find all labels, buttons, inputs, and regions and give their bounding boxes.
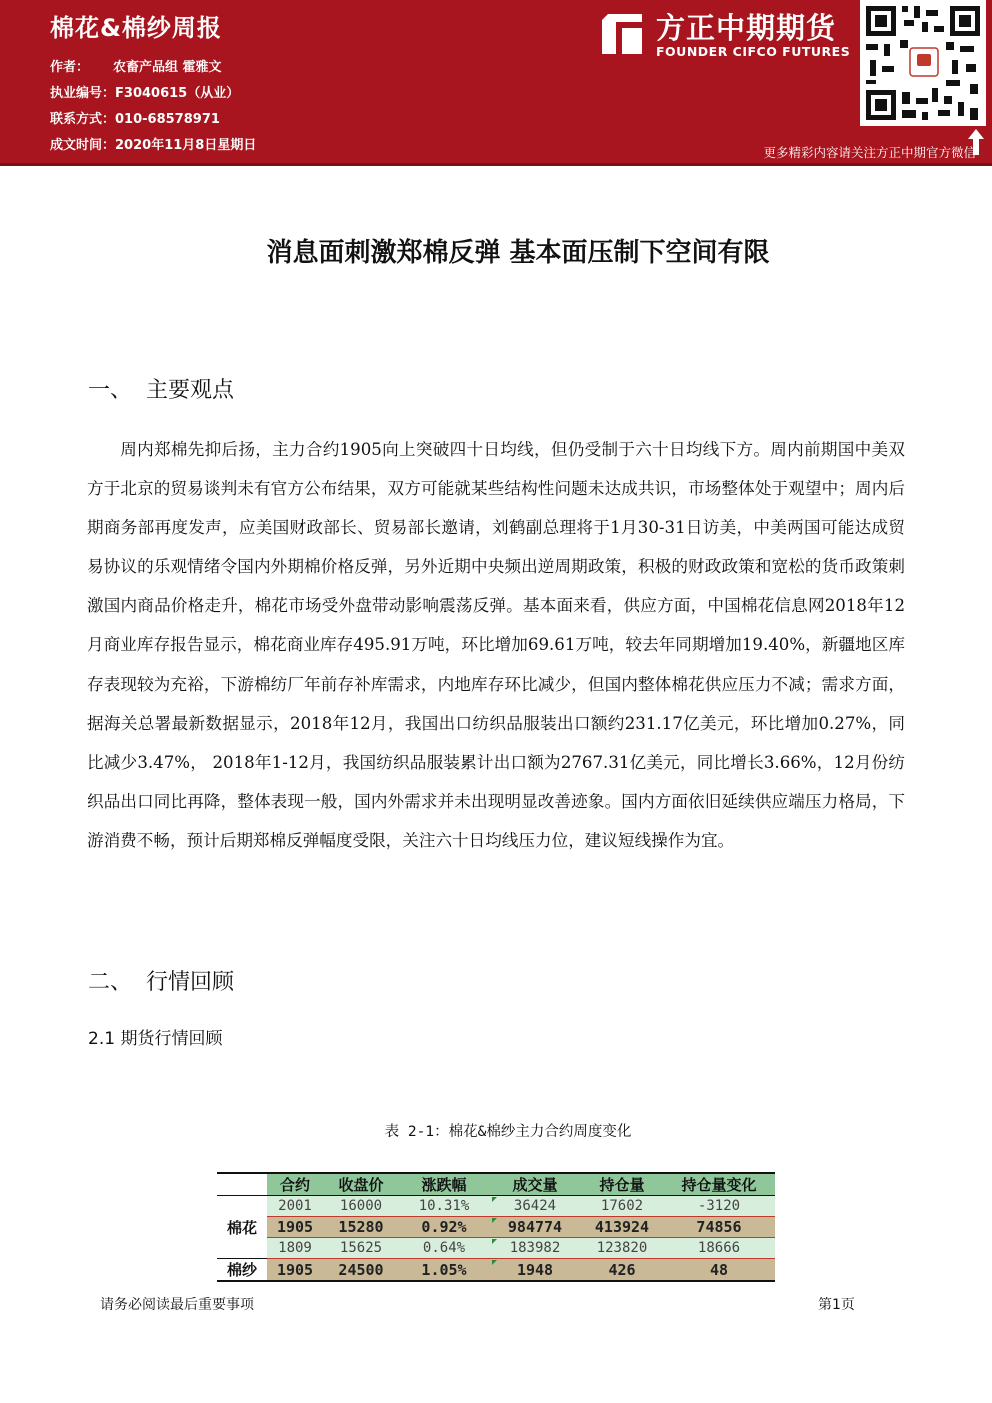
table-cell: 123820 <box>581 1238 663 1259</box>
report-header <box>0 0 992 163</box>
brand-name-en: FOUNDER CIFCO FUTURES <box>656 44 851 59</box>
brand-logo <box>600 6 850 62</box>
table-cell: 0.92% <box>399 1217 489 1238</box>
table-row <box>217 1238 775 1259</box>
qr-code-icon[interactable] <box>860 0 986 126</box>
table-header-corner <box>217 1173 267 1196</box>
table-cell-volume: 36424 <box>489 1196 581 1217</box>
table-cell: 1809 <box>267 1238 323 1259</box>
logo-mark-icon <box>600 8 646 58</box>
table-cell: 1905 <box>267 1217 323 1238</box>
table-header: 持仓量变化 <box>663 1173 775 1196</box>
section-number: 一、 <box>88 378 133 403</box>
page-number: 第1页 <box>818 1297 855 1313</box>
table-header: 合约 <box>267 1173 323 1196</box>
table-cell: 74856 <box>663 1217 775 1238</box>
table-cell: 15280 <box>323 1217 399 1238</box>
table-cell: 1.05% <box>399 1259 489 1282</box>
table-caption: 表 2-1：棉花&棉纱主力合约周度变化 <box>384 1124 632 1140</box>
table-cell: 15625 <box>323 1238 399 1259</box>
section-title: 主要观点 <box>146 378 235 403</box>
table-cell: 426 <box>581 1259 663 1282</box>
group-label: 棉花 <box>217 1196 267 1259</box>
license-line <box>50 82 239 101</box>
license-label: 执业编号： <box>50 86 116 101</box>
cell-marker-icon <box>492 1260 497 1265</box>
header-divider <box>0 163 992 166</box>
report-name: 棉花&棉纱周报 <box>50 14 222 42</box>
contact-value: 010-68578971 <box>115 112 220 127</box>
body-paragraph: 周内郑棉先抑后扬，主力合约1905向上突破四十日均线，但仍受制于六十日均线下方。周内前期国中美双方于北京的贸易谈判未有官方公布结果，双方可能就某些结构性问题未达成共识，市场整体处于观望中；周内后期商务部再度发声，应美国财政部长、贸易部长邀请，刘鹤副总理将于1月30-31日访美，中美两国可能达成贸易协议的乐观情绪令国内外期棉价格反弹，另外近期中央频出逆周期政策，积极的财政政策和宽松的货币政策刺激国内商品价格走升，棉花市场受外盘带动影响震荡反弹。基本面来看，供应方面，中国棉花信息网2018年12月商业库存报告显示，棉花商业库存495.91万吨，环比增加69.61万吨，较去年同期增加19.40%，新疆地区库存表现较为充裕，下游棉纺厂年前存补库需求，内地库存环比减少，但国内整体棉花供应压力不减；需求方面，据海关总署最新数据显示，2018年12月，我国出口纺织品服装出口额约231.17亿美元，环比增加0.27%，同比减少3.47%， 2018年1-12月，我国纺织品服装累计出口额为2767.31亿美元，同比增长3.66%，12月份纺织品出口同比再降，整体表现一般，国内外需求并未出现明显改善迹象。国内方面依旧延续供应端压力格局，下游消费不畅，预计后期郑棉反弹幅度受限，关注六十日均线压力位，建议短线操作为宜。 <box>87 440 905 850</box>
date-label: 成文时间： <box>50 138 116 153</box>
brand-name-cn: 方正中期期货 <box>656 11 837 45</box>
author-label: 作者： <box>50 60 90 75</box>
section-number: 二、 <box>88 970 133 995</box>
table-cell: 10.31% <box>399 1196 489 1217</box>
cell-marker-icon <box>492 1197 497 1202</box>
footer-notice: 请务必阅读最后重要事项 <box>100 1297 254 1313</box>
table-cell: 17602 <box>581 1196 663 1217</box>
cell-marker-icon <box>492 1218 497 1223</box>
table-header: 成交量 <box>489 1173 581 1196</box>
table-cell-volume: 1948 <box>489 1259 581 1282</box>
table-cell-volume: 984774 <box>489 1217 581 1238</box>
table-row <box>217 1196 775 1217</box>
cell-marker-icon <box>492 1239 497 1244</box>
table-cell-volume: 183982 <box>489 1238 581 1259</box>
table-header: 收盘价 <box>323 1173 399 1196</box>
table-header: 持仓量 <box>581 1173 663 1196</box>
table-cell: 0.64% <box>399 1238 489 1259</box>
table-header-row <box>217 1173 775 1196</box>
table-row <box>217 1259 775 1282</box>
table-cell: 48 <box>663 1259 775 1282</box>
section-heading-2 <box>88 965 234 996</box>
contract-table <box>217 1172 775 1282</box>
table-cell: 2001 <box>267 1196 323 1217</box>
date-line <box>50 134 256 153</box>
table-cell: -3120 <box>663 1196 775 1217</box>
follow-text: 更多精彩内容请关注方正中期官方微信 <box>763 145 976 160</box>
group-label: 棉纱 <box>217 1259 267 1282</box>
table-cell: 16000 <box>323 1196 399 1217</box>
contact-line <box>50 108 220 127</box>
author-line <box>50 56 222 75</box>
page-title: 消息面刺激郑棉反弹 基本面压制下空间有限 <box>266 238 770 268</box>
date-value: 2020年11月8日星期日 <box>115 138 257 153</box>
table-cell: 24500 <box>323 1259 399 1282</box>
section-heading-1 <box>88 373 234 404</box>
table-cell: 413924 <box>581 1217 663 1238</box>
table-header: 涨跌幅 <box>399 1173 489 1196</box>
section-title: 行情回顾 <box>146 970 235 995</box>
table-cell: 18666 <box>663 1238 775 1259</box>
contact-label: 联系方式： <box>50 112 116 127</box>
table-cell: 1905 <box>267 1259 323 1282</box>
license-value: F3040615（从业） <box>115 86 240 101</box>
table-row <box>217 1217 775 1238</box>
author-value: 农畜产品组 霍雅文 <box>113 60 222 75</box>
subsection-heading: 2.1 期货行情回顾 <box>88 1029 223 1049</box>
